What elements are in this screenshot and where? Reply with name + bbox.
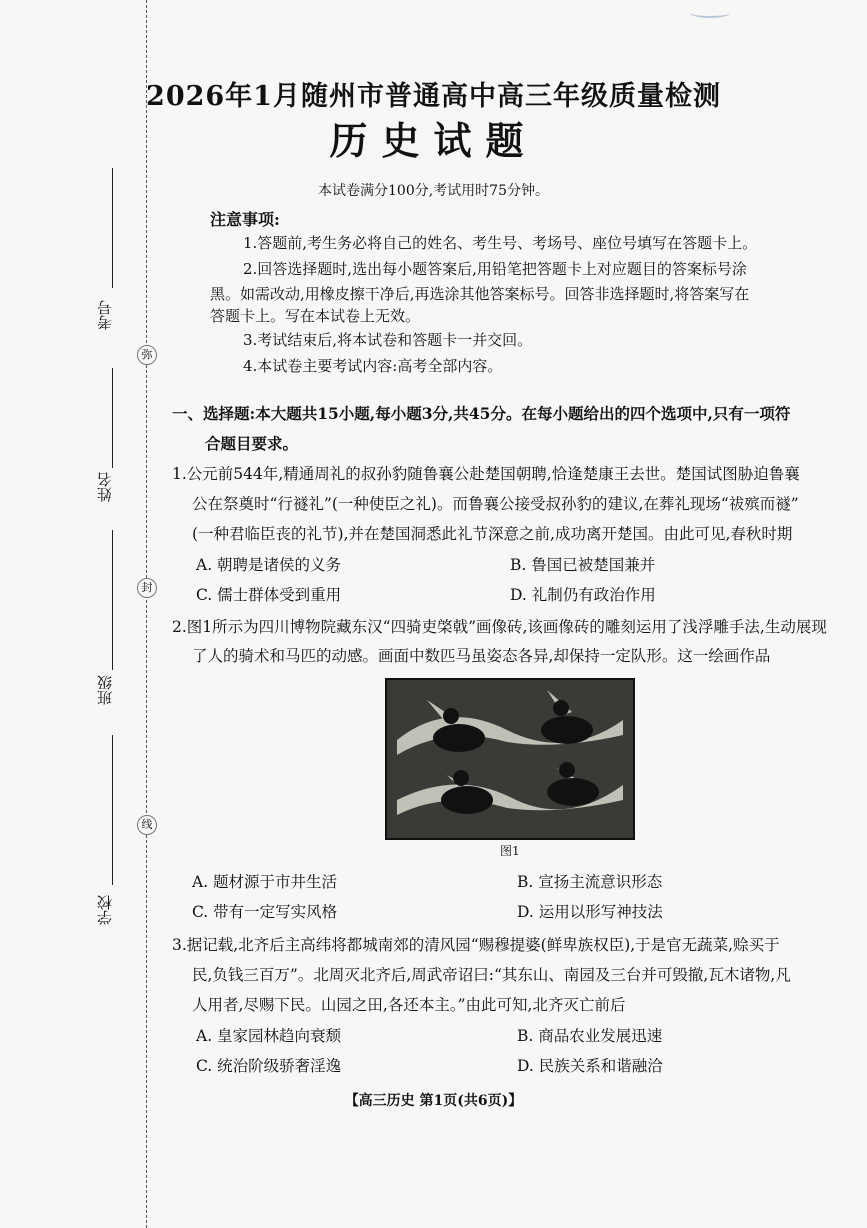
school-line[interactable] (112, 735, 113, 885)
notice-heading: 注意事项: (210, 210, 280, 229)
seal-mark-xian: 线 (137, 815, 157, 835)
question-1-option-a[interactable]: A. 朝聘是诸侯的义务 (196, 556, 342, 574)
question-1-option-d[interactable]: D. 礼制仍有政治作用 (510, 586, 656, 604)
question-3-line-1: 3.据记载,北齐后主高纬将都城南郊的清风园“赐穆提婆(鲜卑族权臣),于是官无蔬菜,赊买于 (172, 936, 780, 954)
notice-item-1: 1.答题前,考生务必将自己的姓名、考生号、考场号、座位号填写在答题卡上。 (243, 234, 758, 252)
question-3-option-d[interactable]: D. 民族关系和谐融洽 (517, 1057, 663, 1075)
seal-mark-mi: 弥 (137, 345, 157, 365)
notice-item-2-end: 答题卡上。写在本试卷上无效。 (210, 307, 421, 325)
field-label-exam-number: 考号 (96, 300, 114, 330)
question-2-line-1: 2.图1所示为四川博物院藏东汉“四骑吏棨戟”画像砖,该画像砖的雕刻运用了浅浮雕手法,生动展现 (172, 618, 827, 636)
question-1-line-3: (一种君临臣丧的礼节),并在楚国洞悉此礼节深意之前,成功离开楚国。由此可见,春秋时期 (192, 525, 793, 543)
question-1-line-2: 公在祭奠时“行禭礼”(一种使臣之礼)。而鲁襄公接受叔孙豹的建议,在葬礼现场“祓殡而禭” (192, 495, 799, 513)
subject-title: 历史试题 (329, 118, 538, 163)
question-2-option-c[interactable]: C. 带有一定写实风格 (192, 903, 338, 921)
field-label-class: 班级 (96, 675, 114, 705)
seal-mark-feng: 封 (137, 578, 157, 598)
page-footer: 【高三历史 第1页(共6页)】 (344, 1093, 523, 1109)
question-1-option-c[interactable]: C. 儒士群体受到重用 (196, 586, 342, 604)
notice-item-2: 2.回答选择题时,选出每小题答案后,用铅笔把答题卡上对应题目的答案标号涂 (243, 260, 747, 278)
question-2-line-2: 了人的骑术和马匹的动感。画面中数匹马虽姿态各异,却保持一定队形。这一绘画作品 (192, 647, 771, 665)
figure-1-brick-relief (385, 678, 635, 840)
figure-1-caption: 图1 (500, 844, 520, 858)
question-1-line-1: 1.公元前544年,精通周礼的叔孙豹随鲁襄公赴楚国朝聘,恰逢楚康王去世。楚国试图胁迫鲁襄 (172, 465, 800, 483)
notice-item-3: 3.考试结束后,将本试卷和答题卡一并交回。 (243, 331, 533, 349)
question-3-option-c[interactable]: C. 统治阶级骄奢淫逸 (196, 1057, 342, 1075)
corner-scribble (690, 8, 730, 18)
question-3-line-3: 人用者,尽赐下民。山园之田,各还本主。”由此可知,北齐灭亡前后 (192, 996, 626, 1014)
question-1-option-b[interactable]: B. 鲁国已被楚国兼并 (510, 556, 656, 574)
name-line[interactable] (112, 368, 113, 468)
question-3-line-2: 民,负钱三百万”。北周灭北齐后,周武帝诏曰:“其东山、南园及三台并可毁撤,瓦木诸物,凡 (192, 966, 791, 984)
class-line[interactable] (112, 530, 113, 670)
section-heading: 一、选择题:本大题共15小题,每小题3分,共45分。在每小题给出的四个选项中,只有一项符 (172, 404, 791, 423)
notice-item-4: 4.本试卷主要考试内容:高考全部内容。 (243, 357, 503, 375)
exam-title: 2026年1月随州市普通高中高三年级质量检测 (146, 81, 721, 112)
field-label-name: 姓名 (96, 472, 114, 502)
notice-item-2-cont: 黑。如需改动,用橡皮擦干净后,再选涂其他答案标号。回答非选择题时,将答案写在 (210, 285, 750, 303)
question-2-option-a[interactable]: A. 题材源于市井生活 (192, 873, 338, 891)
question-3-option-a[interactable]: A. 皇家园林趋向衰颓 (196, 1027, 342, 1045)
question-2-option-b[interactable]: B. 宣扬主流意识形态 (517, 873, 663, 891)
field-label-school: 学校 (96, 895, 114, 925)
question-3-option-b[interactable]: B. 商品农业发展迅速 (517, 1027, 663, 1045)
question-2-option-d[interactable]: D. 运用以形写神技法 (517, 903, 663, 921)
section-heading-cont: 合题目要求。 (205, 434, 299, 453)
exam-intro: 本试卷满分100分,考试用时75分钟。 (318, 183, 549, 199)
